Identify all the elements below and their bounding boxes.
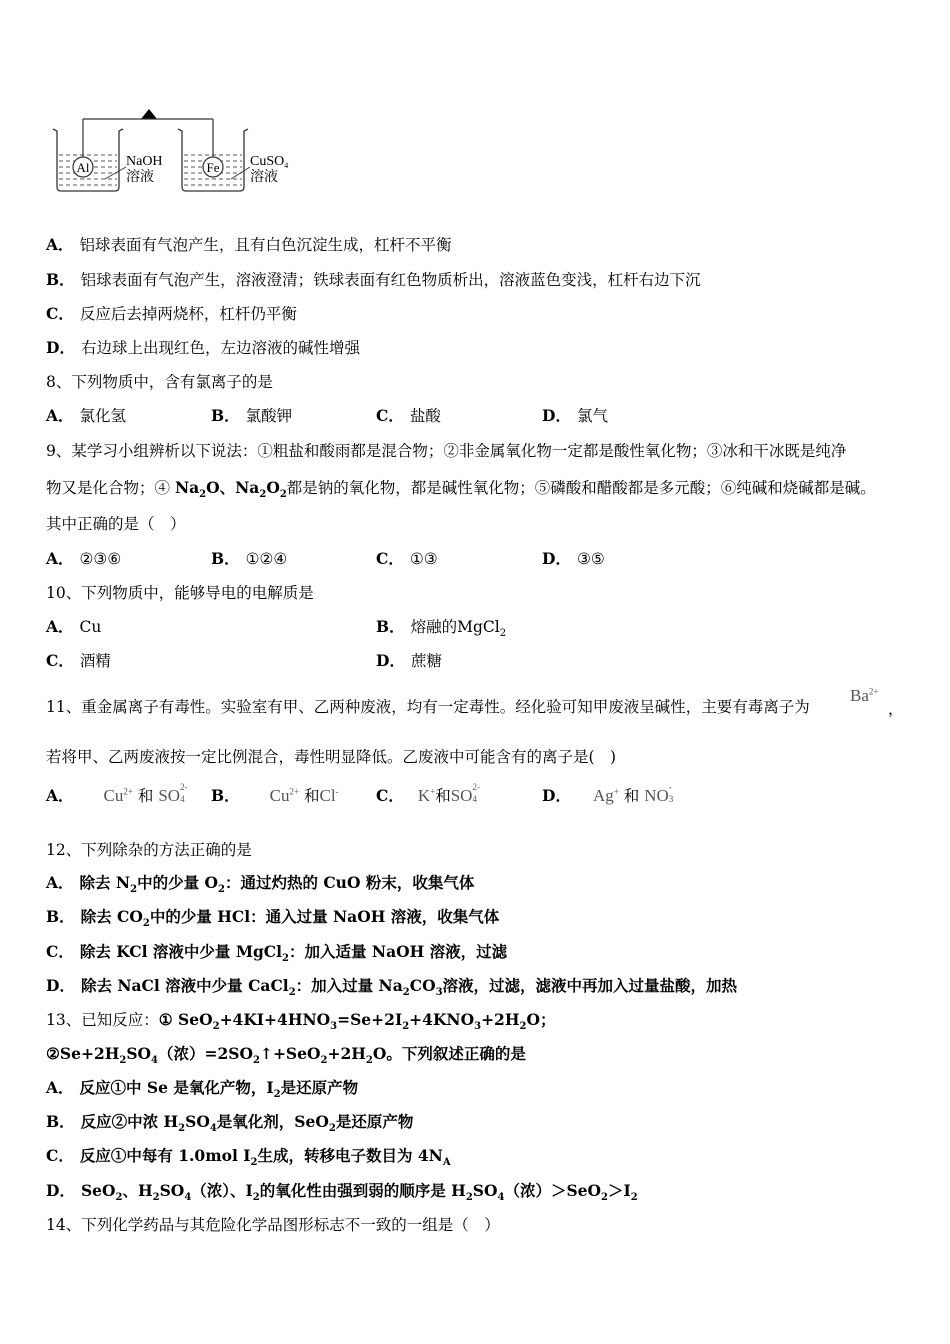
q10-option-c: C． 酒精 xyxy=(46,651,111,670)
q13-stem: 13、已知反应：① $SeO_2+4KI+4HNO_3=Se+2I_2+4KNO_3+2H_2O$； xyxy=(46,1010,556,1033)
left-solution-word: 溶液 xyxy=(126,170,154,185)
q7-option-d: D． 右边球上出现红色，左边溶液的碱性增强 xyxy=(46,338,360,357)
q9-stem-line2: 物又是化合物；④ $Na_2O$、$Na_2O_2$都是钠的氧化物，都是碱性氧化物；⑤磷酸和醋酸都是多元酸；⑥纯碱和烧碱都是碱。 xyxy=(46,478,876,501)
q9-option-b: B． ①②④ xyxy=(211,549,288,568)
q11-option-c: C． K+和SO 2- 4 xyxy=(376,782,480,805)
fulcrum-icon xyxy=(141,109,157,119)
q11-option-b: B． $Cu^{2+}$ 和Cl- xyxy=(211,786,339,805)
q9-stem-line3: 其中正确的是（ ） xyxy=(46,515,186,533)
q8-option-a: A． 氯化氢 xyxy=(46,406,127,425)
q11-option-d: D． Ag+ 和 NO - 3 xyxy=(542,782,674,805)
q10-option-a: A． Cu xyxy=(46,617,102,636)
right-solution-word: 溶液 xyxy=(250,170,278,185)
q13-option-a: A． 反应①中 Se 是氧化产物，$I_2$是还原产物 xyxy=(46,1078,359,1101)
q13-option-d: D． SeO$_2$、$H_2SO_4$（浓）、$I_2$的氧化性由强到弱的顺序是 $H_2SO_4$（浓）$>SeO_2>I_2$ xyxy=(46,1181,638,1204)
right-metal-label: Fe xyxy=(206,160,220,175)
q12-option-b: B． 除去 $CO_2$中的少量 HCl：通入过量 NaOH 溶液，收集气体 xyxy=(46,907,500,930)
q11-stem-line1: 11、重金属离子有毒性。实验室有甲、乙两种废液，均有一定毒性。经化验可知甲废液呈碱性，主要有毒离子为 xyxy=(46,698,810,716)
q9-option-c: C． ①③ xyxy=(376,549,438,568)
left-metal-label: Al xyxy=(76,160,90,175)
q11-option-a: A． $Cu^{2+}$ 和 SO 2- 4 xyxy=(46,782,188,805)
q8-option-d: D． 氯气 xyxy=(542,406,608,425)
left-solution-formula: NaOH xyxy=(126,154,163,169)
q9-stem-line1: 9、某学习小组辨析以下说法：①粗盐和酸雨都是混合物；②非金属氧化物一定都是酸性氧化物；③冰和干冰既是纯净 xyxy=(46,442,847,460)
q10-stem: 10、下列物质中，能够导电的电解质是 xyxy=(46,584,314,602)
q14-stem: 14、下列化学药品与其危险化学品图形标志不一致的一组是（ ） xyxy=(46,1216,500,1234)
right-solution-formula: CuSO$_4$ xyxy=(250,154,289,170)
q13-option-b: B． 反应②中浓 $H_2SO_4$是氧化剂，SeO$_2$是还原产物 xyxy=(46,1112,414,1135)
q12-option-c: C． 除去 KCl 溶液中少量 MgCl$_2$：加入适量 NaOH 溶液，过滤 xyxy=(46,942,508,965)
q12-option-a: A． 除去 $N_2$中的少量 $O_2$：通过灼热的 CuO 粉末，收集气体 xyxy=(46,873,475,896)
q11-stem-line2: 若将甲、乙两废液按一定比例混合，毒性明显降低。乙废液中可能含有的离子是( ) xyxy=(46,748,617,766)
beaker-lever-figure xyxy=(50,105,310,197)
q8-option-c: C． 盐酸 xyxy=(376,406,441,425)
q11-ba-ion: $Ba^{2+}$ xyxy=(850,686,879,705)
q11-stem-comma: ， xyxy=(888,700,904,718)
q13-reaction-2: $②Se+2H_2SO_4$（浓）$=2SO_2↑+SeO_2+2H_2O$。下列叙述正确的是 xyxy=(46,1044,526,1067)
q10-option-b: B． 熔融的MgCl$_2$ xyxy=(376,617,507,640)
q9-option-a: A． ②③⑥ xyxy=(46,549,122,568)
q8-option-b: B． 氯酸钾 xyxy=(211,406,293,425)
q12-option-d: D． 除去 NaCl 溶液中少量 CaCl$_2$：加入过量 $Na_2CO_3$溶液，过滤，滤液中再加入过量盐酸，加热 xyxy=(46,976,738,999)
q7-option-c: C． 反应后去掉两烧杯，杠杆仍平衡 xyxy=(46,304,297,323)
q10-option-d: D． 蔗糖 xyxy=(376,651,442,670)
q7-option-a: A． 铝球表面有气泡产生，且有白色沉淀生成，杠杆不平衡 xyxy=(46,235,452,254)
q9-option-d: D． ③⑤ xyxy=(542,549,605,568)
q7-option-b: B． 铝球表面有气泡产生，溶液澄清；铁球表面有红色物质析出，溶液蓝色变浅，杠杆右边下沉 xyxy=(46,270,701,289)
q12-stem: 12、下列除杂的方法正确的是 xyxy=(46,841,252,859)
q8-stem: 8、下列物质中，含有氯离子的是 xyxy=(46,373,273,391)
q13-option-c: C． 反应①中每有 1.0mol $I_2$生成，转移电子数目为 $4N_A$ xyxy=(46,1146,451,1169)
